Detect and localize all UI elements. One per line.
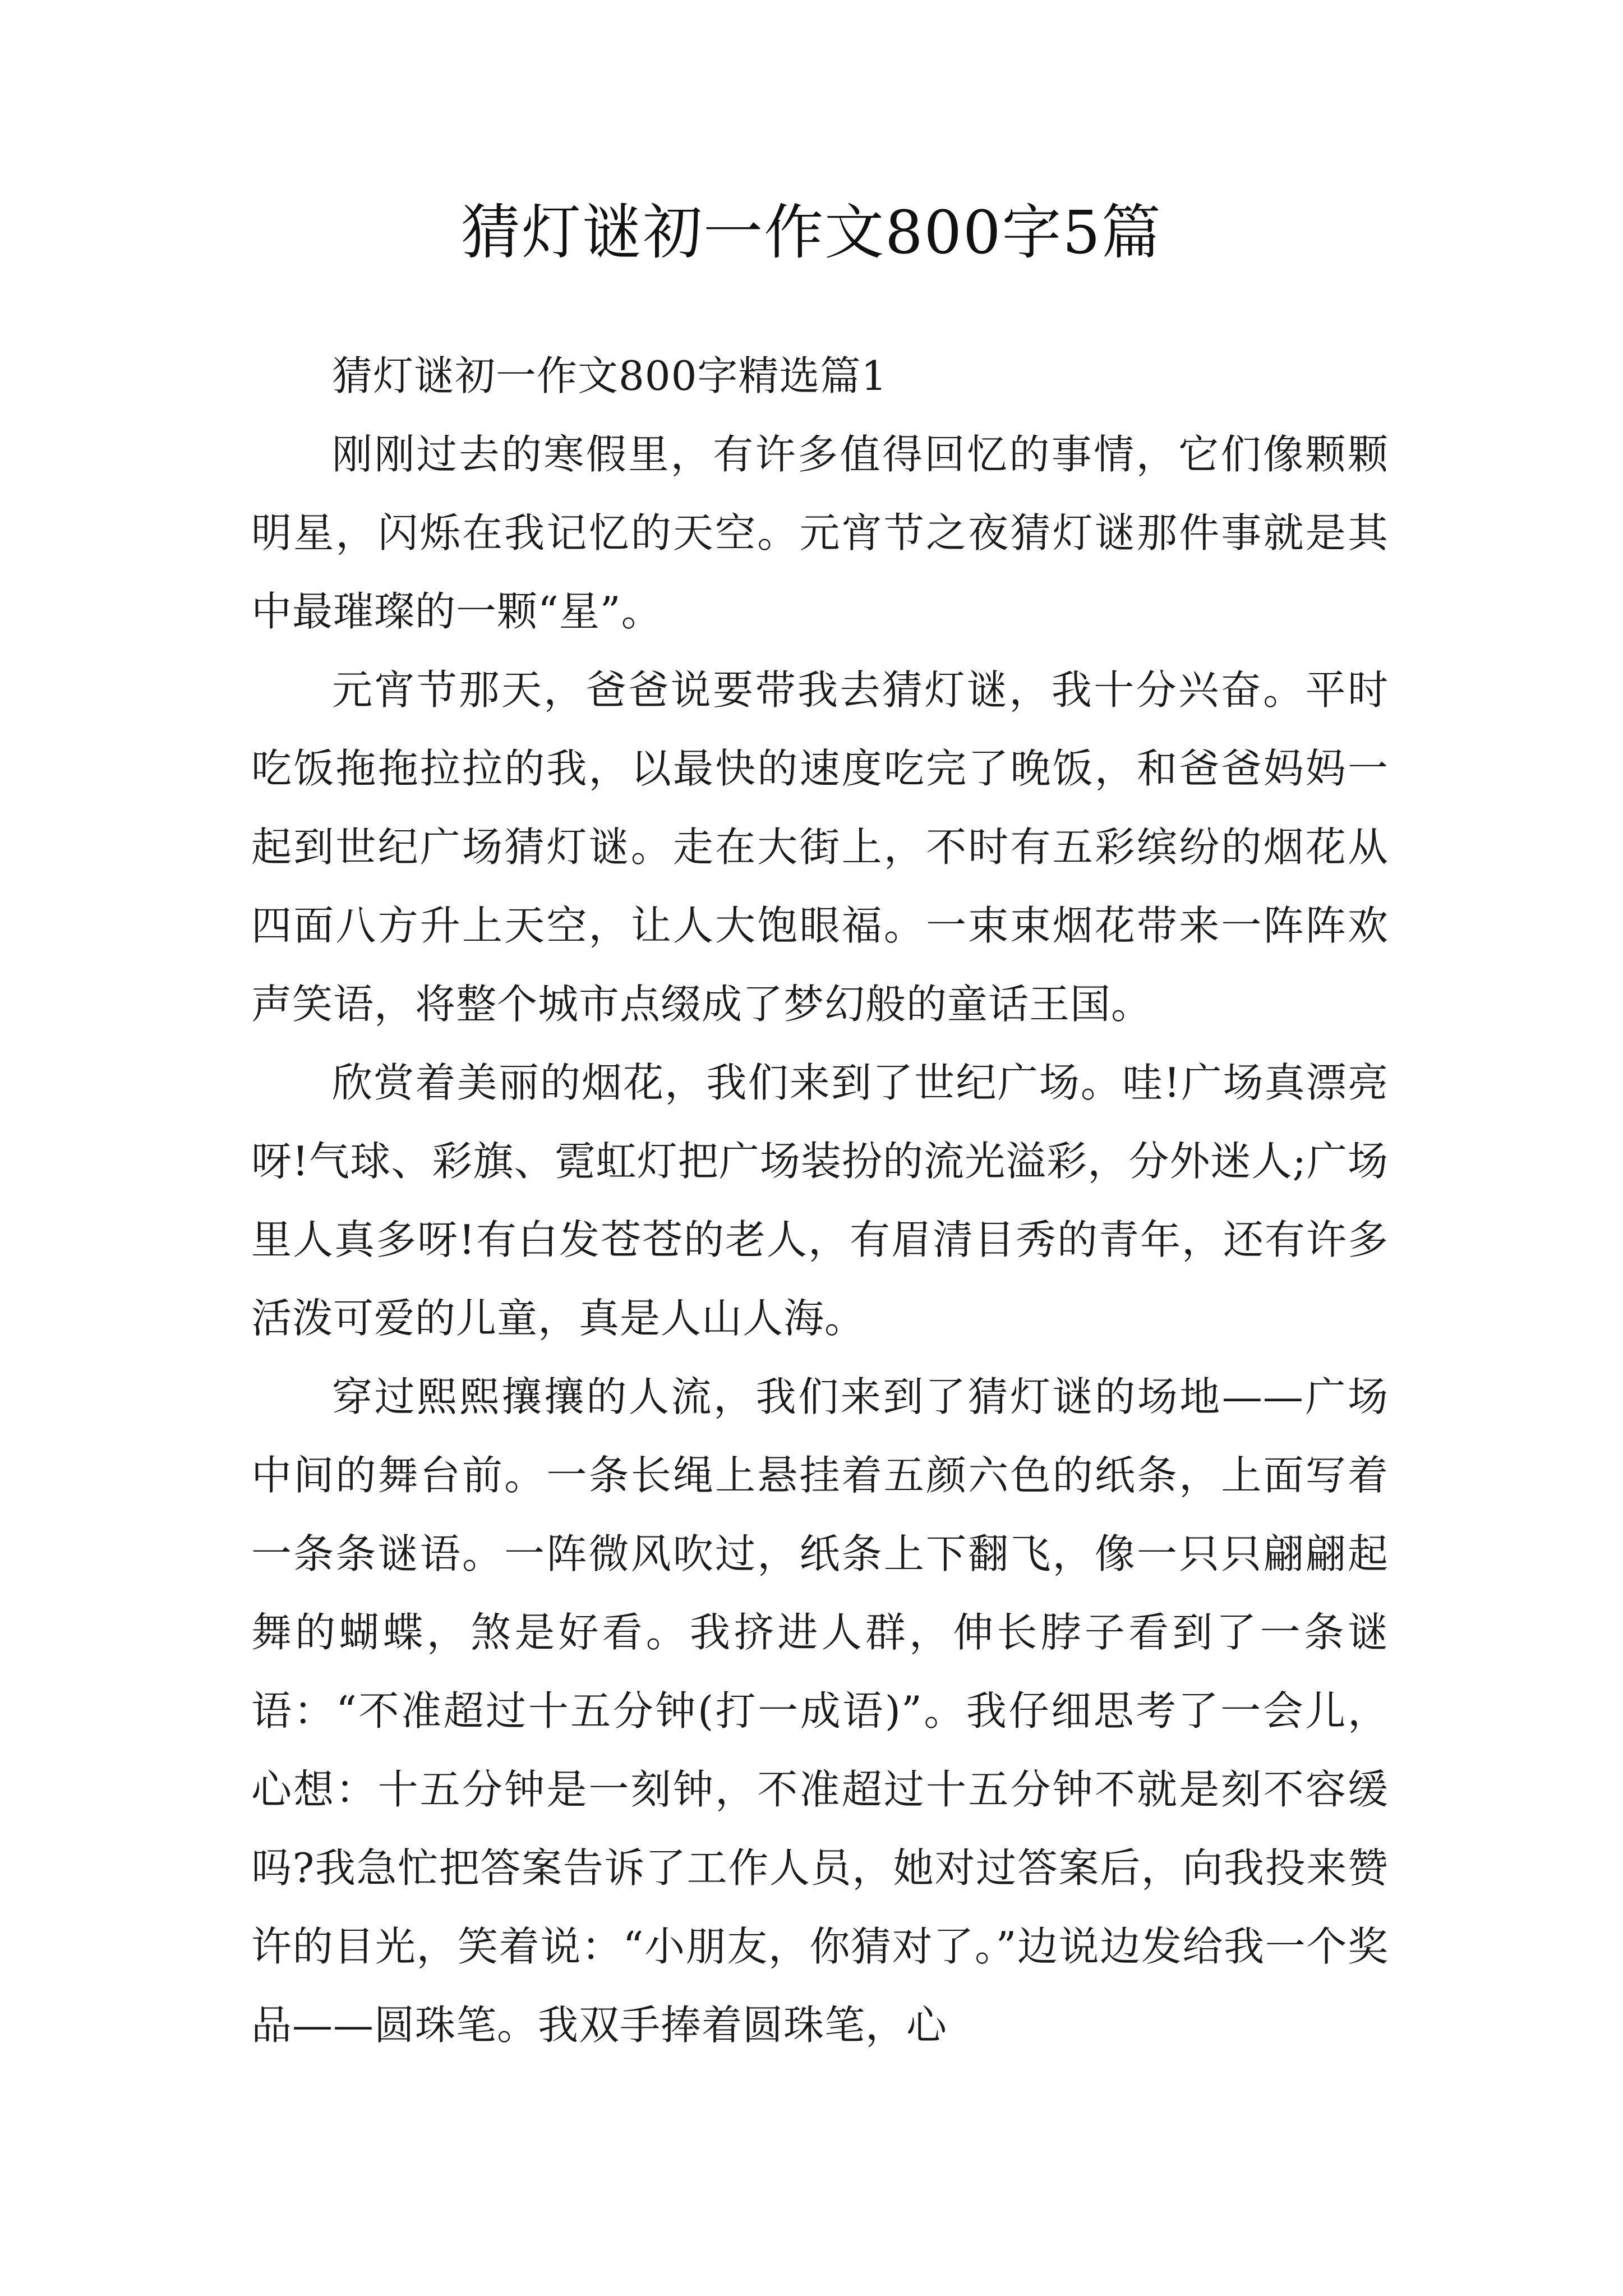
- paragraph-1: 刚刚过去的寒假里，有许多值得回忆的事情，它们像颗颗明星，闪烁在我记忆的天空。元宵节之夜猜灯谜那件事就是其中最璀璨的一颗“星”。: [251, 431, 1389, 635]
- document-title: 猜灯谜初一作文800字5篇: [461, 198, 1162, 267]
- document-body: [251, 337, 1389, 2064]
- paragraph-2: 元宵节那天，爸爸说要带我去猜灯谜，我十分兴奋。平时吃饭拖拖拉拉的我，以最快的速度吃完了晚饭，和爸爸妈妈一起到世纪广场猜灯谜。走在大街上，不时有五彩缤纷的烟花从四面八方升上天空，让人大饱眼福。一束束烟花带来一阵阵欢声笑语，将整个城市点缀成了梦幻般的童话王国。: [251, 666, 1389, 1028]
- paragraph-4: 穿过熙熙攘攘的人流，我们来到了猜灯谜的场地——广场中间的舞台前。一条长绳上悬挂着五颜六色的纸条，上面写着一条条谜语。一阵微风吹过，纸条上下翻飞，像一只只翩翩起舞的蝴蝶，煞是好看。我挤进人群，伸长脖子看到了一条谜语：“不准超过十五分钟(打一成语)”。我仔细思考了一会儿，心想：十五分钟是一刻钟，不准超过十五分钟不就是刻不容缓吗?我急忙把答案告诉了工作人员，她对过答案后，向我投来赞许的目光，笑着说：“小朋友，你猜对了。”边说边发给我一个奖品——圆珠笔。我双手捧着圆珠笔，心: [251, 1373, 1389, 2049]
- paragraph-3: 欣赏着美丽的烟花，我们来到了世纪广场。哇!广场真漂亮呀!气球、彩旗、霓虹灯把广场装扮的流光溢彩，分外迷人;广场里人真多呀!有白发苍苍的老人，有眉清目秀的青年，还有许多活泼可爱的儿童，真是人山人海。: [251, 1059, 1389, 1342]
- section-heading: 猜灯谜初一作文800字精选篇1: [332, 352, 888, 399]
